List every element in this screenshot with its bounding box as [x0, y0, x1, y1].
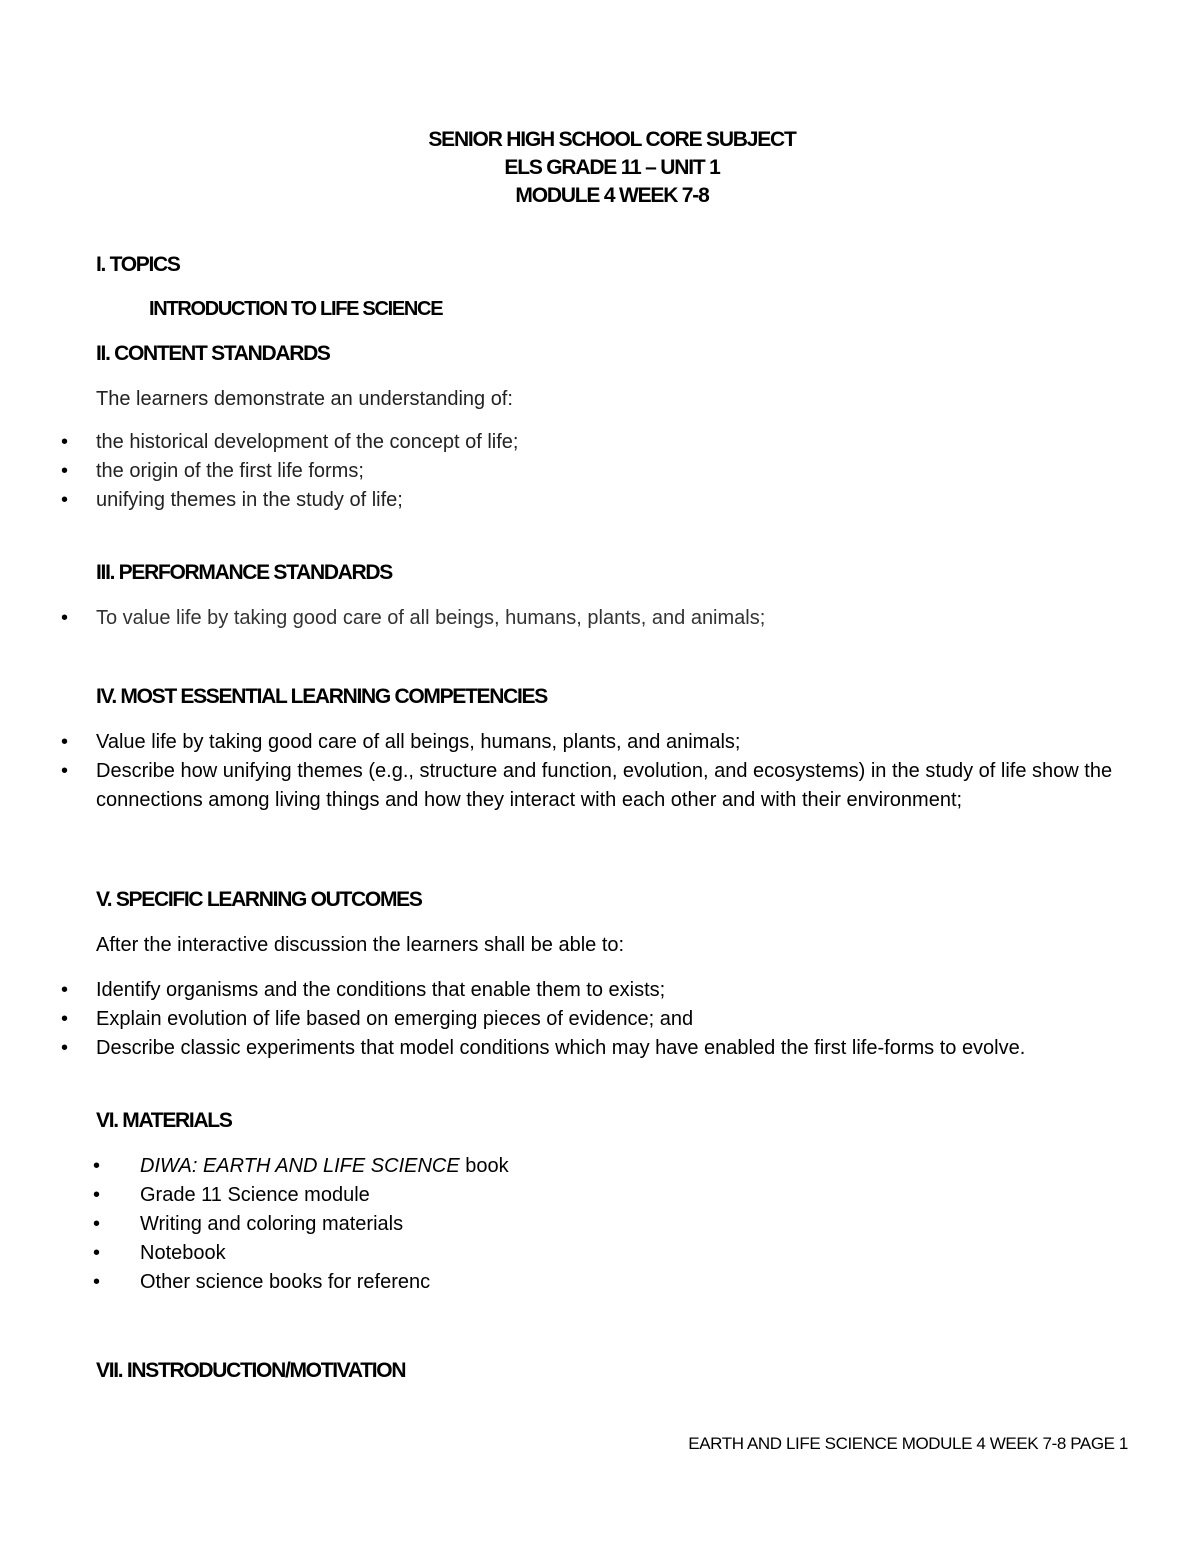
bullet-icon: • [61, 731, 69, 753]
list-item: • the origin of the first life forms; [61, 457, 1141, 486]
performance-standards-list [61, 604, 1141, 633]
bullet-icon: • [61, 489, 69, 511]
bullet-icon: • [61, 607, 69, 629]
bullet-icon: • [93, 1242, 101, 1264]
list-item: • Value life by taking good care of all beings, humans, plants, and animals; [61, 728, 1121, 757]
topics-item: INTRODUCTION TO LIFE SCIENCE [149, 298, 443, 320]
book-title: DIWA: EARTH AND LIFE SCIENCE [140, 1155, 460, 1177]
competencies-heading: IV. MOST ESSENTIAL LEARNING COMPETENCIES [96, 685, 547, 708]
list-item: • Explain evolution of life based on emerging pieces of evidence; and [61, 1005, 1129, 1034]
bullet-icon: • [93, 1155, 101, 1177]
materials-heading: VI. MATERIALS [96, 1109, 232, 1132]
document-title [0, 126, 1200, 210]
materials-list [93, 1152, 993, 1297]
bullet-icon: • [61, 431, 69, 453]
content-standards-heading: II. CONTENT STANDARDS [96, 342, 330, 365]
introduction-heading: VII. INSTRODUCTION/MOTIVATION [96, 1359, 406, 1382]
list-item: • Grade 11 Science module [93, 1181, 993, 1210]
content-standards-intro: The learners demonstrate an understanding of: [96, 388, 513, 410]
list-item: • Describe how unifying themes (e.g., structure and function, evolution, and ecosystems) in the study of life show the connections among living things and how they interact with each other and with their environment; [61, 757, 1121, 815]
bullet-icon: • [93, 1271, 101, 1293]
bullet-icon: • [61, 1037, 69, 1059]
bullet-icon: • [93, 1213, 101, 1235]
outcomes-list [61, 976, 1129, 1063]
bullet-icon: • [61, 1008, 69, 1030]
bullet-icon: • [61, 460, 69, 482]
list-item: • the historical development of the concept of life; [61, 428, 1141, 457]
topics-heading: I. TOPICS [96, 253, 180, 276]
list-item: • DIWA: EARTH AND LIFE SCIENCE book [93, 1152, 993, 1181]
list-item: • To value life by taking good care of all beings, humans, plants, and animals; [61, 604, 1141, 633]
bullet-icon: • [61, 979, 69, 1001]
performance-standards-heading: III. PERFORMANCE STANDARDS [96, 561, 392, 584]
list-item: • Describe classic experiments that model conditions which may have enabled the first life-forms to evolve. [61, 1034, 1129, 1063]
list-item: • Writing and coloring materials [93, 1210, 993, 1239]
competencies-list [61, 728, 1121, 815]
list-item: • Notebook [93, 1239, 993, 1268]
list-item: • Other science books for referenc [93, 1268, 993, 1297]
list-item: • Identify organisms and the conditions that enable them to exists; [61, 976, 1129, 1005]
bullet-icon: • [93, 1184, 101, 1206]
bullet-icon: • [61, 760, 69, 782]
outcomes-heading: V. SPECIFIC LEARNING OUTCOMES [96, 888, 422, 911]
title-line-subject: SENIOR HIGH SCHOOL CORE SUBJECT [428, 128, 796, 151]
outcomes-intro: After the interactive discussion the learners shall be able to: [96, 934, 625, 956]
title-line-module: MODULE 4 WEEK 7-8 [515, 184, 709, 207]
title-line-grade: ELS GRADE 11 – UNIT 1 [504, 156, 720, 179]
list-item: • unifying themes in the study of life; [61, 486, 1141, 515]
page-footer: EARTH AND LIFE SCIENCE MODULE 4 WEEK 7-8 PAGE 1 [688, 1434, 1128, 1453]
content-standards-list [61, 428, 1141, 515]
